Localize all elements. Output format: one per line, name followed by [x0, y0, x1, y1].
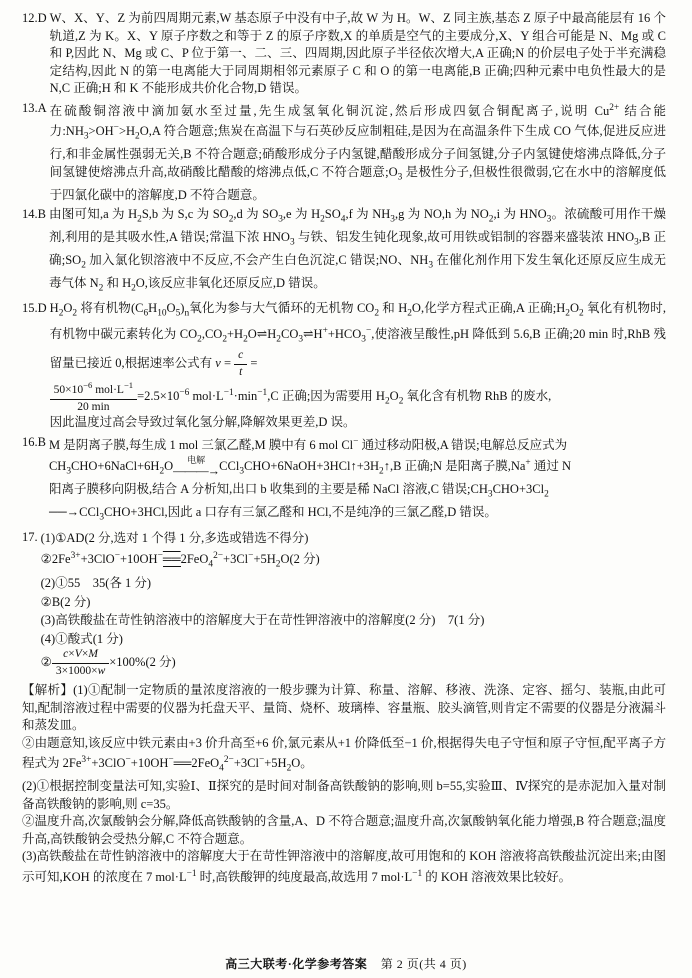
- analysis-paragraph-2: ②由题意知,该反应中铁元素由+3 价升高至+6 价,氯元素从+1 价降低至−1 价,根据得失电子守恒和原子守恒,配平离子方程式为 $2Fe^{3+}+3ClO^-+10OH^-══2FeO_4^{2-}+3Cl^-+5H_2O$。: [22, 735, 666, 774]
- analysis-paragraph-5: (3)高铁酸盐在苛性钠溶液中的溶解度大于在苛性钾溶液中的溶解度,故可用饱和的 KOH 溶液将高铁酸盐沉淀出来;由图示可知,KOH 的浓度在 7 $mol\cdot L^{-1}$ 时,高铁酸钾的纯度最高,故选用 7 $mol\cdot L^{-1}$ 的 KOH 溶液效果比较好。: [22, 849, 666, 884]
- q17-item-5: (3)高铁酸盐在苛性钠溶液中的溶解度大于在苛性钾溶液中的溶解度(2 分) 7(1 分): [40, 613, 485, 628]
- q17-item-3: (2)①55 35(各 1 分): [40, 576, 152, 591]
- question-number-14: 14.B: [22, 207, 46, 222]
- q17-item-6: (4)①酸式(1 分): [40, 631, 123, 646]
- analysis-paragraph-4: ②温度升高,次氯酸钠会分解,降低高铁酸钠的含量,A、D 不符合题意;温度升高,次氯酸钠氧化能力增强,B 符合题意;温度升高,高铁酸钠会受热分解,C 不符合题意。: [22, 814, 666, 846]
- question-block-16: [22, 434, 666, 527]
- analysis-text-1: (1)①配制一定物质的量浓度溶液的一般步骤为计算、称量、溶解、移液、洗涤、定容、摇匀、装瓶,由此可知,配制溶液过程中需要的仪器为托盘天平、量筒、烧杯、玻璃棒、容量瓶、胶头滴管,则肯定不需要的仪器是分液漏斗和蒸发皿。: [22, 683, 666, 733]
- analysis-paragraph-3: (2)①根据控制变量法可知,实验Ⅰ、Ⅱ探究的是时间对制备高铁酸钠的影响,则 b=55,实验Ⅲ、Ⅳ探究的是赤泥加入量对制备高铁酸钠的影响,则 c=35。: [22, 779, 666, 811]
- question-body-13: 在硫酸铜溶液中滴加氨水至过量,先生成氢氧化铜沉淀,然后形成四氨合铜配离子,说明 $Cu^{2+}$ 结合能力$:NH_3>OH^->H_2O,A$ 符合题意;焦炭在高温下与石英砂反应制粗硅,是因为在高温条件下生成 CO 气体,促进反应进行,和非金属性强弱无关,B 不符合题意;硝酸形成分子内氢键,醋酸形成分子间氢键,分子内氢键使熔沸点降低,分子间氢键使熔沸点升高,故硝酸比醋酸的熔沸点低,C 不符合题意$;O_3$ 是极性分子,但极性很微弱,它在水中的溶解度低于四氯化碳中的溶解度,D 不符合题意。: [49, 102, 666, 202]
- question-body-17: [41, 529, 666, 679]
- question-number-15: 15.D: [22, 301, 47, 316]
- question-block-12: [22, 10, 666, 98]
- question-body-15: $H_2O_2$ 将有机物$(C_6H_{10}O_5)_n$氧化为参与大气循环的无机物 $CO_2$ 和 $H_2O$,化学方程式正确,A 正确$;H_2O_2$ 氧化有机物时,有机物中碳元素转化为 $CO_2,CO_2+H_2O\rightleftharpoons H_2CO_3\rightleftharpoons H^++HCO_3^-$,使溶液呈酸性,pH 降低到 5.6,B 正确;20 min 时,RhB 残留量已接近 0,根据速率公式有 v = $\frac{c}{t}$ = $50\times 10^{-6}$ $mol\cdot L^{-1}$ 20 min $=2.5\times 10^{-6}$ $mol\cdot L^{-1}\cdot\min^{-1},C$ 正确;因为需要用 $H_2O_2$ 氧化含有机物 RhB 的废水, 因此温度过高会导致过氧化氢分解,降解效果更差,D 误。: [49, 301, 666, 430]
- q17-item-2: $②2Fe^{3+}+3ClO^-+10OH^-══2FeO_4^{2-}+3Cl^-+5H_2O(2$ 分): [40, 551, 320, 570]
- question-body-16: M 是阴离子膜,每生成 1 mol 三氯乙醛,M 膜中有 6 mol Cl− 通过移动阳极,A 错误;电解总反应式为 $CH_3CHO+6NaCl+6H_2O$ 电解 ———→ $CCl_3CHO+6NaOH+3HCl↑+3H_2↑,B$ 正确;N 是阳离子膜,Na+ 通过 N 阳离子膜移向阴极,结合 A 分析知,出口 b 收集到的主要是稀 NaCl 溶液,C 错误$;CH_3CHO+3Cl_2$ ──→CCl$_3$CHO+3HCl,因此 a 口存有三氯乙醛和 HCl,不是纯净的三氯乙醛,D 错误。: [48, 436, 571, 523]
- question-body-14: 由图可知,a 为 $H_2S,b$ 为 S,c 为 $SO_2,d$ 为 $SO_3,e$ 为 $H_2SO_4,f$ 为 $NH_3,g$ 为 NO,h 为 $NO_2,i$ 为 $HNO_3$。浓硫酸可用作干燥剂,利用的是其吸水性,A 错误;常温下浓 $HNO_3$ 与铁、铝发生钝化现象,故可用铁或铝制的容器来盛装浓 $HNO_3,B$ 正确$;SO_2$ 加入氯化钡溶液中不反应,不会产生白色沉淀,C 错误;NO、$NH_3$ 在催化剂作用下发生氧化还原反应生成无毒气体 $N_2$ 和 $H_2O$,该反应非氧化还原反应,D 错误。: [48, 207, 667, 294]
- page-footer: [0, 955, 692, 972]
- q17-item-7: ② $\frac{c\times V\times M}{3\times 1000\times w}$ ×100%(2 分): [40, 648, 176, 678]
- question-block-15: [22, 300, 666, 432]
- analysis-section: [22, 682, 666, 886]
- question-body-12: W、X、Y、Z 为前四周期元素,W 基态原子中没有中子,故 W 为 H。W、Z 同主族,基态 Z 原子中最高能层有 16 个轨道,Z 为 K。X、Y 原子序数之和等于 Z 的原子序数,X 的单质是空气的主要成分,X、Y 组合可能是 N、Mg 或 C 和 P,因此 N、Mg 或 C、P 位于第一、二、三、四周期,因此原子半径依次增大,A 正确;N 的价层电子处于半充满稳定结构,因此 N 的第一电离能大于同周期相邻元素原子 C 和 O 的第一电离能,B 正确;四种元素中电负性最大的是 N,C 正确;H 和 K 不能形成共价化合物,D 错误。: [49, 11, 666, 95]
- question-number-16: 16.B: [22, 434, 46, 449]
- electrolysis-arrow: 电解 ———→: [173, 454, 220, 479]
- analysis-paragraph-1: [22, 682, 666, 735]
- question-number-13: 13.A: [22, 100, 47, 115]
- q17-item-4: ②B(2 分): [40, 594, 91, 609]
- analysis-label: 【解析】: [22, 683, 74, 698]
- question-number-12: 12.D: [22, 11, 47, 25]
- q17-item-1: (1)①AD(2 分,选对 1 个得 1 分,多选或错选不得分): [40, 530, 309, 545]
- footer-title: 高三大联考·化学参考答案: [225, 957, 368, 971]
- question-block-17: [22, 529, 666, 679]
- question-number-17: 17.: [22, 529, 38, 544]
- question-block-14: [22, 206, 666, 298]
- footer-page-number: 第 2 页(共 4 页): [380, 957, 467, 971]
- question-block-13: [22, 100, 666, 205]
